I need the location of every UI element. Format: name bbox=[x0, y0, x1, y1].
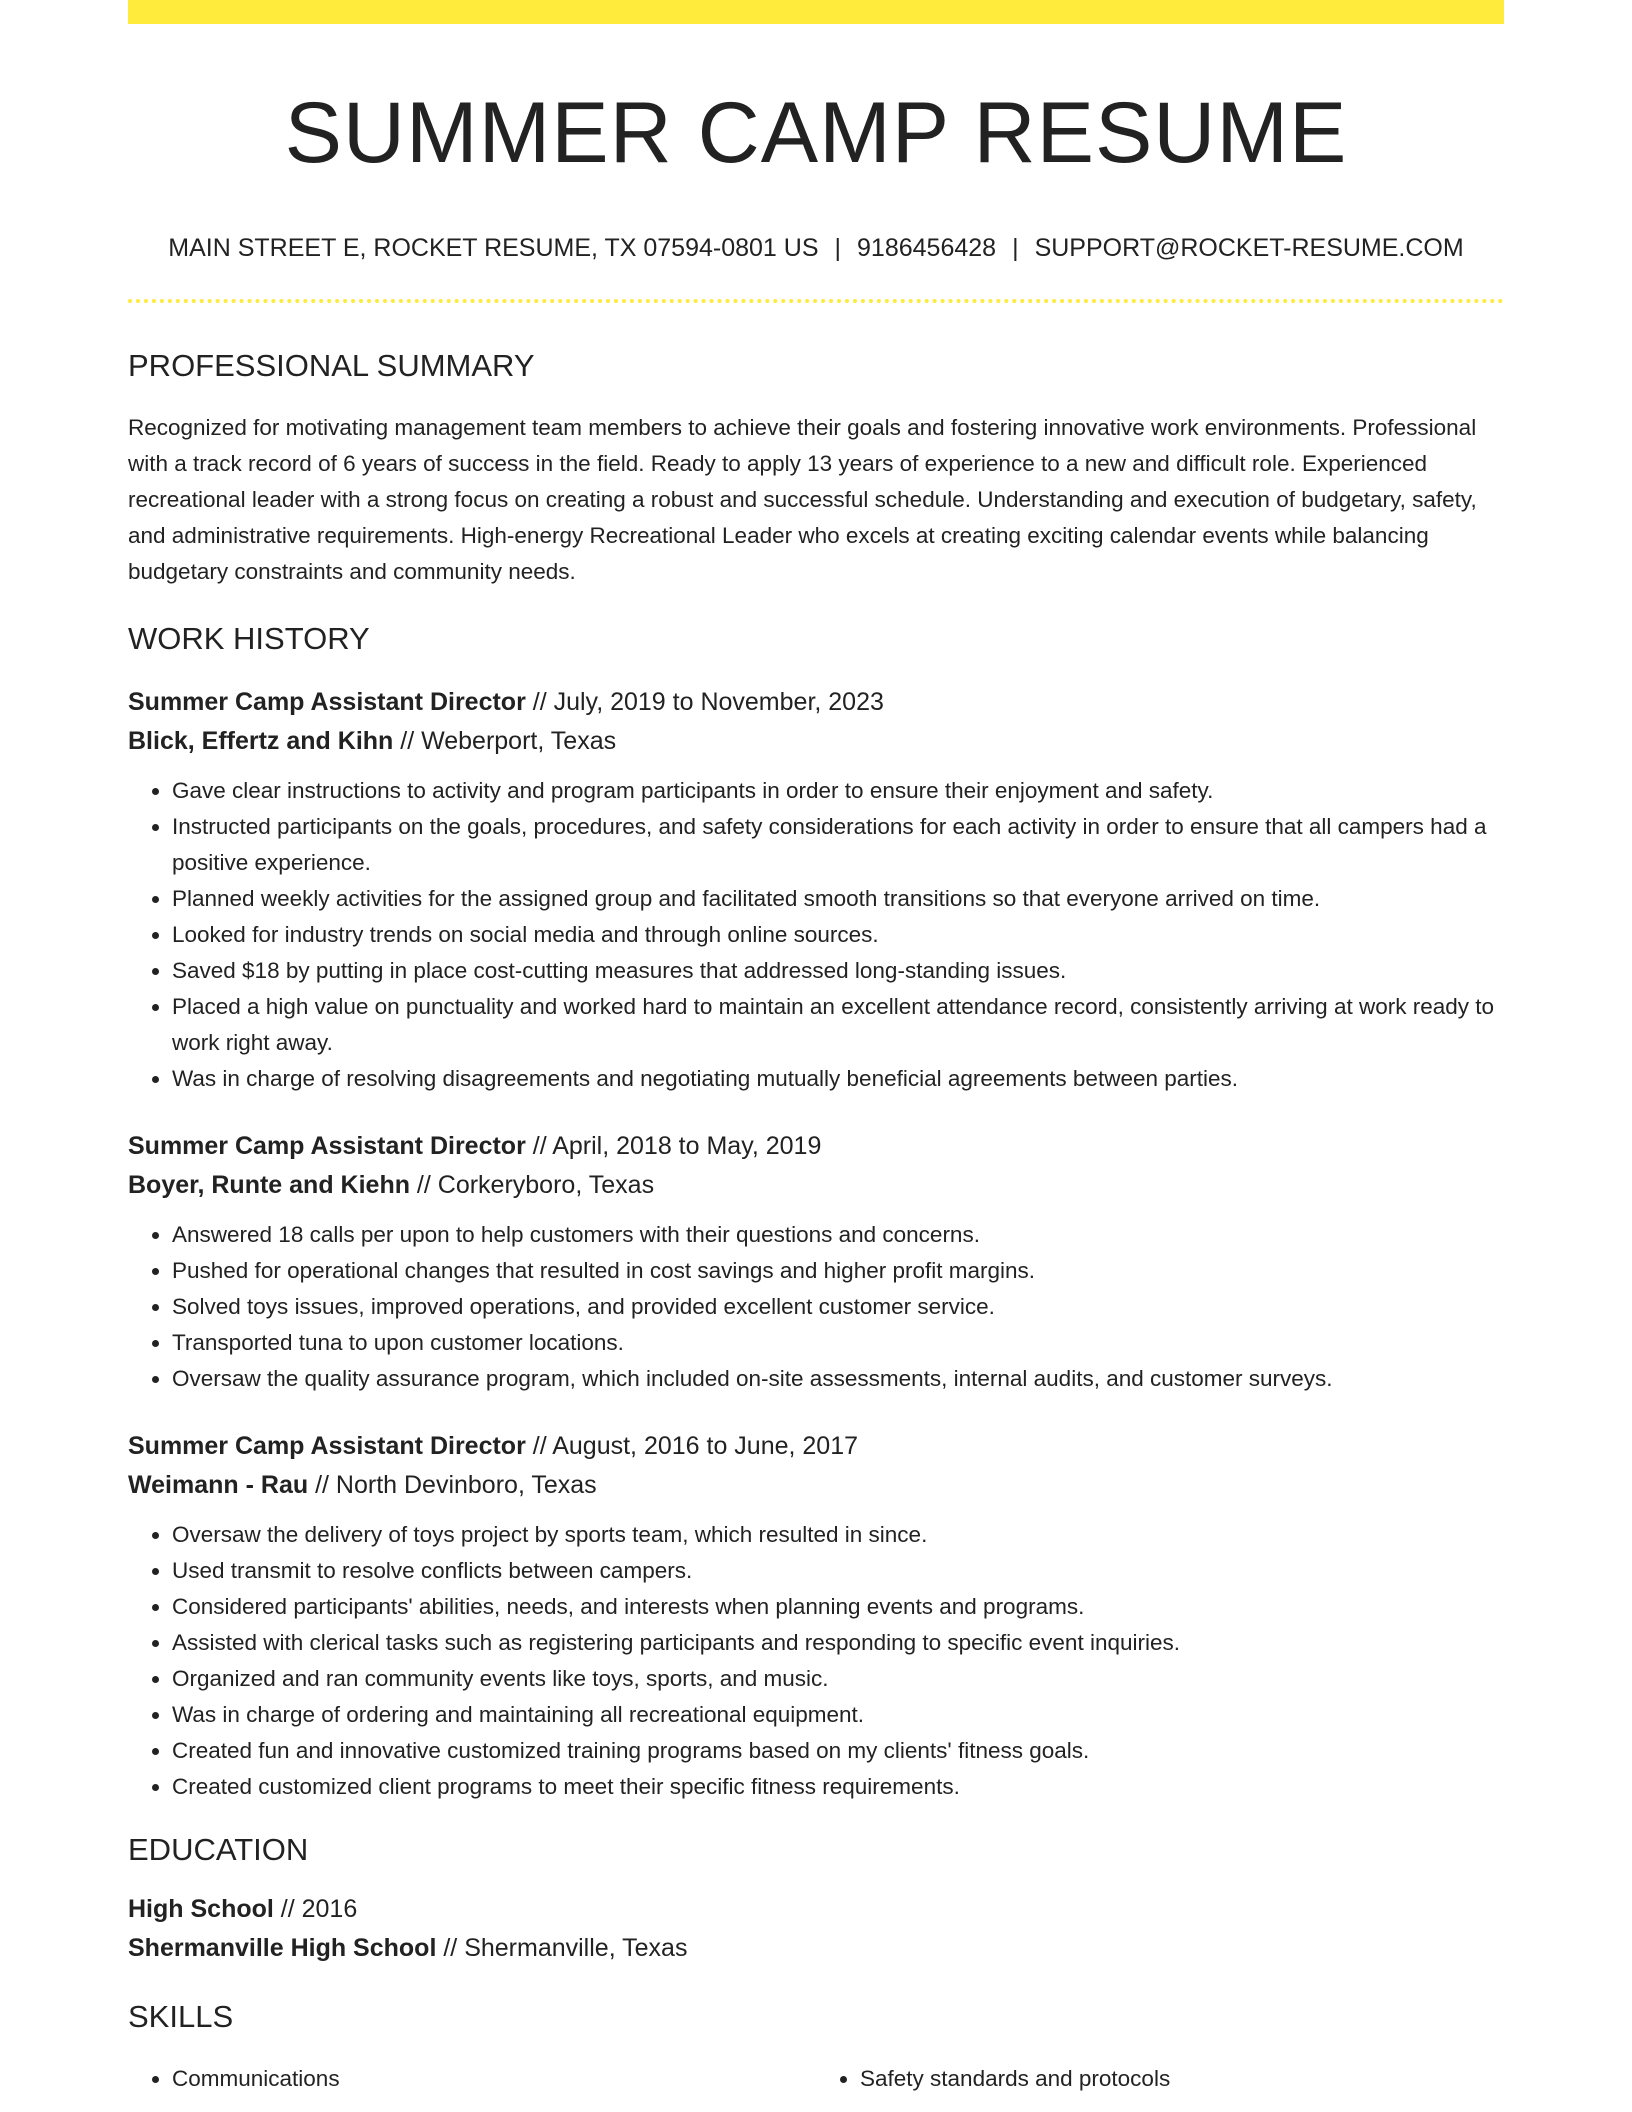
work-history-heading: WORK HISTORY bbox=[128, 620, 370, 656]
job-title: Summer Camp Assistant Director bbox=[128, 687, 526, 716]
education-year: // 2016 bbox=[273, 1895, 358, 1924]
list-item: • Oversaw the delivery of toys project by sports team, which resulted in since. bbox=[172, 1517, 1504, 1553]
job-bullets bbox=[128, 1517, 1504, 1805]
summary-heading: PROFESSIONAL SUMMARY bbox=[128, 347, 535, 383]
job-entry bbox=[128, 1127, 1504, 1397]
job-company: Boyer, Runte and Kiehn bbox=[128, 1170, 410, 1199]
list-item: • Used transmit to resolve conflicts between campers. bbox=[172, 1553, 1504, 1589]
skills-heading: SKILLS bbox=[128, 1999, 234, 2035]
skill-item: • Safety standards and protocols bbox=[860, 2061, 1504, 2097]
education-location: // Shermanville, Texas bbox=[436, 1934, 688, 1963]
job-bullets bbox=[128, 1217, 1504, 1397]
contact-phone: 9186456428 bbox=[857, 233, 997, 262]
job-entry bbox=[128, 683, 1504, 1097]
list-item: • Transported tuna to upon customer locations. bbox=[172, 1325, 1504, 1361]
skills-column-right bbox=[816, 2061, 1504, 2097]
job-title-line bbox=[128, 683, 1504, 722]
resume-page bbox=[128, 0, 1504, 2112]
contact-separator: | bbox=[1012, 233, 1019, 262]
job-bullets bbox=[128, 773, 1504, 1097]
job-dates: // August, 2016 to June, 2017 bbox=[525, 1431, 859, 1460]
education-entry bbox=[128, 1890, 1504, 1968]
contact-separator: | bbox=[834, 233, 842, 262]
job-dates: // April, 2018 to May, 2019 bbox=[525, 1131, 822, 1160]
skill-item: • Communications bbox=[172, 2061, 816, 2097]
resume-title: SUMMER CAMP RESUME bbox=[284, 85, 1348, 181]
list-item: • Considered participants' abilities, needs, and interests when planning events and programs. bbox=[172, 1589, 1504, 1625]
list-item: • Oversaw the quality assurance program, which included on-site assessments, internal audits, and customer surveys. bbox=[172, 1361, 1504, 1397]
job-company-line bbox=[128, 1166, 1504, 1205]
skills-grid bbox=[128, 2061, 1504, 2097]
contact-email: SUPPORT@ROCKET-RESUME.COM bbox=[1034, 233, 1464, 262]
job-company: Weimann - Rau bbox=[128, 1470, 309, 1499]
education-degree: High School bbox=[128, 1895, 274, 1924]
job-company-line bbox=[128, 1466, 1504, 1505]
education-school-line bbox=[128, 1929, 1504, 1968]
contact-line bbox=[128, 233, 1504, 263]
top-accent-bar bbox=[128, 0, 1504, 24]
job-company: Blick, Effertz and Kihn bbox=[128, 726, 394, 755]
job-title-line bbox=[128, 1127, 1504, 1166]
list-item: • Created customized client programs to meet their specific fitness requirements. bbox=[172, 1769, 1504, 1805]
job-title: Summer Camp Assistant Director bbox=[128, 1131, 526, 1160]
summary-text: Recognized for motivating management team members to achieve their goals and fostering innovative work environments. Professional with a track record of 6 years of success in the field. Ready to apply 13 years of experience to a new and difficult role. Experienced recreational leader with a strong focus on creating a robust and successful schedule. Understanding and execution of budgetary, safety, and administrative requirements. High-energy Recreational Leader who excels at creating exciting calendar events while balancing budgetary constraints and community needs. bbox=[128, 414, 1477, 584]
education-heading: EDUCATION bbox=[128, 1831, 309, 1867]
list-item: • Was in charge of resolving disagreements and negotiating mutually beneficial agreements between parties. bbox=[172, 1061, 1504, 1097]
dotted-divider bbox=[128, 299, 1504, 303]
education-school: Shermanville High School bbox=[128, 1934, 437, 1963]
list-item: • Was in charge of ordering and maintaining all recreational equipment. bbox=[172, 1697, 1504, 1733]
list-item: • Instructed participants on the goals, procedures, and safety considerations for each activity in order to ensure that all campers had a positive experience. bbox=[172, 809, 1504, 881]
job-location: // North Devinboro, Texas bbox=[308, 1470, 597, 1499]
list-item: • Created fun and innovative customized training programs based on my clients' fitness goals. bbox=[172, 1733, 1504, 1769]
job-title-line bbox=[128, 1427, 1504, 1466]
list-item: • Planned weekly activities for the assigned group and facilitated smooth transitions so that everyone arrived on time. bbox=[172, 881, 1504, 917]
list-item: • Looked for industry trends on social media and through online sources. bbox=[172, 917, 1504, 953]
job-entry bbox=[128, 1427, 1504, 1805]
job-dates: // July, 2019 to November, 2023 bbox=[525, 687, 884, 716]
job-title: Summer Camp Assistant Director bbox=[128, 1431, 526, 1460]
list-item: • Assisted with clerical tasks such as registering participants and responding to specific event inquiries. bbox=[172, 1625, 1504, 1661]
job-location: // Corkeryboro, Texas bbox=[409, 1170, 655, 1199]
list-item: • Answered 18 calls per upon to help customers with their questions and concerns. bbox=[172, 1217, 1504, 1253]
list-item: • Pushed for operational changes that resulted in cost savings and higher profit margins. bbox=[172, 1253, 1504, 1289]
list-item: • Organized and ran community events like toys, sports, and music. bbox=[172, 1661, 1504, 1697]
list-item: • Solved toys issues, improved operations, and provided excellent customer service. bbox=[172, 1289, 1504, 1325]
list-item: • Gave clear instructions to activity and program participants in order to ensure their enjoyment and safety. bbox=[172, 773, 1504, 809]
job-company-line bbox=[128, 722, 1504, 761]
job-location: // Weberport, Texas bbox=[393, 726, 617, 755]
education-degree-line bbox=[128, 1890, 1504, 1929]
list-item: • Placed a high value on punctuality and worked hard to maintain an excellent attendance record, consistently arriving at work ready to work right away. bbox=[172, 989, 1504, 1061]
skills-column-left bbox=[128, 2061, 816, 2097]
contact-address: MAIN STREET E, ROCKET RESUME, TX 07594-0801 US bbox=[168, 233, 819, 262]
list-item: • Saved $18 by putting in place cost-cutting measures that addressed long-standing issues. bbox=[172, 953, 1504, 989]
